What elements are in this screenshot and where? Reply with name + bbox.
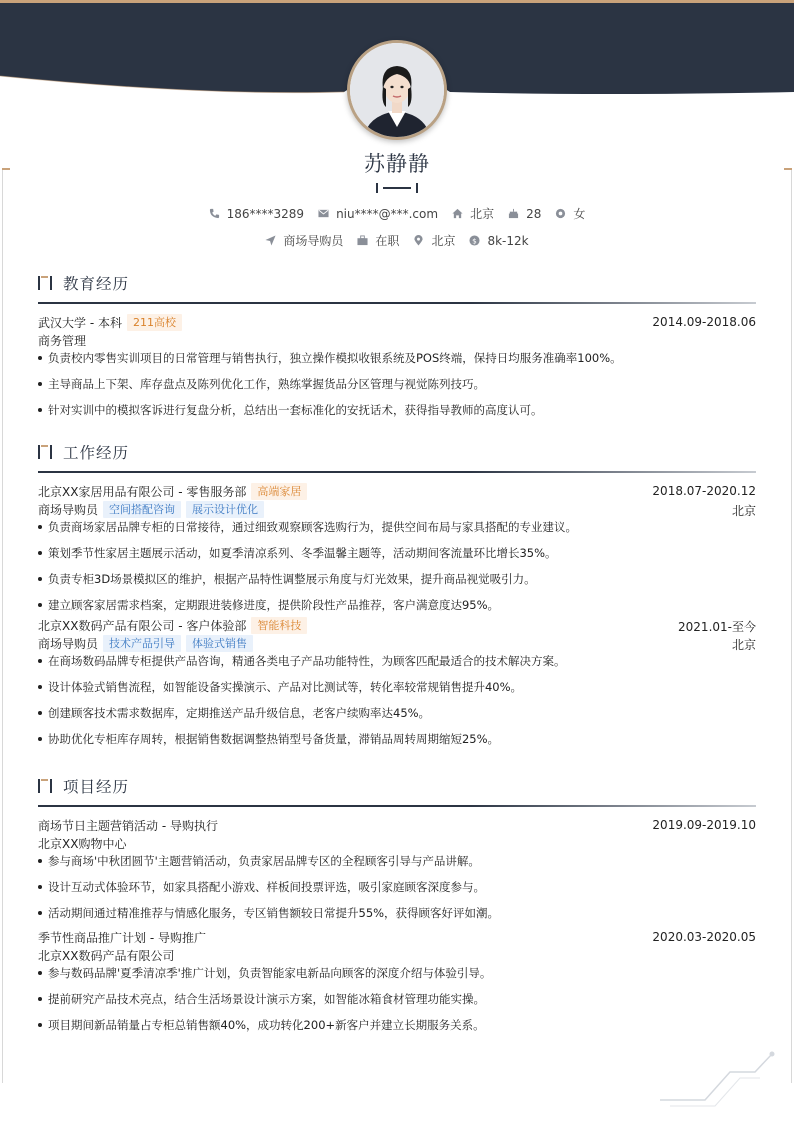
work-entry-header <box>38 482 756 500</box>
home-item <box>452 205 494 222</box>
section-mark-icon <box>38 779 54 793</box>
skill-tag: 空间搭配咨询 <box>103 501 181 518</box>
email-text: niu****@***.com <box>336 206 439 221</box>
work-bullets <box>38 652 756 756</box>
school-tag: 211高校 <box>127 314 182 331</box>
gender-text: 女 <box>573 207 586 221</box>
cake-icon <box>508 208 519 219</box>
role: 商场导购员 <box>38 636 99 651</box>
status-item <box>357 232 399 249</box>
mail-icon <box>318 208 329 219</box>
position-item <box>265 232 343 249</box>
left-border-line <box>2 168 3 1083</box>
list-item: 主导商品上下架、库存盘点及陈列优化工作，熟练掌握货品分区管理与视觉陈列技巧。 <box>38 375 756 401</box>
phone-item <box>209 207 304 221</box>
work-section <box>38 441 756 756</box>
section-divider <box>38 471 756 473</box>
industry-tag: 高端家居 <box>251 483 307 500</box>
avatar <box>347 40 447 140</box>
section-title: 项目经历 <box>63 778 130 796</box>
project-name: 商场节日主题营销活动 - 导购执行 <box>38 818 218 833</box>
list-item: 在商场数码品牌专柜提供产品咨询，精通各类电子产品功能特性，为顾客匹配最适合的技术解决方案。 <box>38 652 756 678</box>
gender-icon <box>555 208 566 219</box>
work-location: 北京 <box>731 504 756 518</box>
list-item: 参与商场'中秋团圆节'主题营销活动，负责家居品牌专区的全程顾客引导与产品讲解。 <box>38 852 756 878</box>
name-divider <box>376 183 418 193</box>
contact-row <box>0 205 794 222</box>
education-section <box>38 272 756 427</box>
phone-icon <box>209 208 220 219</box>
education-bullets <box>38 349 756 427</box>
work-date: 2021.01-至今 <box>678 620 756 634</box>
skill-tag: 体验式销售 <box>186 635 253 652</box>
section-mark-icon <box>38 276 54 290</box>
role-row <box>38 634 756 652</box>
list-item: 提前研究产品技术亮点，结合生活场景设计演示方案，如智能冰箱食材管理功能实操。 <box>38 990 756 1016</box>
projects-section <box>38 775 756 1042</box>
project-name: 季节性商品推广计划 - 导购推广 <box>38 930 206 945</box>
project-bullets <box>38 852 756 922</box>
role: 商场导购员 <box>38 502 99 517</box>
work-location: 北京 <box>731 638 756 652</box>
project-bullets <box>38 964 756 1042</box>
right-border-line <box>791 168 792 1083</box>
section-divider <box>38 805 756 807</box>
project-date: 2020.03-2020.05 <box>652 930 756 944</box>
school-name: 武汉大学 - 本科 <box>38 315 122 330</box>
email-item <box>318 207 438 221</box>
list-item: 设计体验式销售流程，如智能设备实操演示、产品对比测试等，转化率较常规销售提升40%。 <box>38 678 756 704</box>
list-item: 创建顾客技术需求数据库，定期推送产品升级信息，老客户续购率达45%。 <box>38 704 756 730</box>
project-org-row <box>38 834 756 852</box>
list-item: 项目期间新品销量占专柜总销售额40%，成功转化200+新客户并建立长期服务关系。 <box>38 1016 756 1042</box>
project-entry-header <box>38 928 756 946</box>
money-icon <box>469 235 480 246</box>
city-text: 北京 <box>431 234 456 248</box>
industry-tag: 智能科技 <box>251 617 307 634</box>
section-header <box>38 775 756 797</box>
age-text: 28 <box>526 206 542 221</box>
briefcase-icon <box>357 235 368 246</box>
work-date: 2018.07-2020.12 <box>652 484 756 498</box>
list-item: 设计互动式体验环节，如家具搭配小游戏、样板间投票评选，吸引家庭顾客深度参与。 <box>38 878 756 904</box>
work-entry-header <box>38 616 756 634</box>
salary-text: 8k-12k <box>487 233 529 248</box>
section-header <box>38 272 756 294</box>
job-intent-row <box>0 232 794 249</box>
home-icon <box>452 208 463 219</box>
section-divider <box>38 302 756 304</box>
gender-item <box>555 205 585 222</box>
section-title: 工作经历 <box>63 444 130 462</box>
status-text: 在职 <box>375 234 400 248</box>
position-text: 商场导购员 <box>283 234 344 248</box>
salary-item <box>469 234 528 248</box>
skill-tag: 展示设计优化 <box>186 501 264 518</box>
section-header <box>38 441 756 463</box>
list-item: 负责商场家居品牌专柜的日常接待，通过细致观察顾客选购行为，提供空间布局与家具搭配的专业建议。 <box>38 518 756 544</box>
home-text: 北京 <box>470 207 495 221</box>
phone-text: 186****3289 <box>226 206 305 221</box>
list-item: 参与数码品牌'夏季清凉季'推广计划，负责智能家电新品向顾客的深度介绍与体验引导。 <box>38 964 756 990</box>
major-row <box>38 331 756 349</box>
project-org: 北京XX购物中心 <box>38 836 127 851</box>
list-item: 协助优化专柜库存周转，根据销售数据调整热销型号备货量，滞销品周转周期缩短25%。 <box>38 730 756 756</box>
candidate-name: 苏静静 <box>364 152 430 176</box>
list-item: 针对实训中的模拟客诉进行复盘分析，总结出一套标准化的安抚话术，获得指导教师的高度认可。 <box>38 401 756 427</box>
list-item: 负责专柜3D场景模拟区的维护，根据产品特性调整展示角度与灯光效果，提升商品视觉吸引力。 <box>38 570 756 596</box>
list-item: 活动期间通过精准推荐与情感化服务，专区销售额较日常提升55%，获得顾客好评如潮。 <box>38 904 756 922</box>
education-entry-header <box>38 313 756 331</box>
skill-tag: 技术产品引导 <box>103 635 181 652</box>
company-name: 北京XX数码产品有限公司 - 客户体验部 <box>38 618 247 633</box>
company-name: 北京XX家居用品有限公司 - 零售服务部 <box>38 484 247 499</box>
list-item: 建立顾客家居需求档案，定期跟进装修进度，提供阶段性产品推荐，客户满意度达95%。 <box>38 596 756 614</box>
project-date: 2019.09-2019.10 <box>652 818 756 832</box>
send-icon <box>265 235 276 246</box>
svg-text:$: $ <box>472 236 478 246</box>
list-item: 策划季节性家居主题展示活动，如夏季清凉系列、冬季温馨主题等，活动期间客流量环比增长35%。 <box>38 544 756 570</box>
city-item <box>413 232 455 249</box>
project-org-row <box>38 946 756 964</box>
age-item <box>508 207 541 221</box>
project-entry-header <box>38 816 756 834</box>
list-item: 负责校内零售实训项目的日常管理与销售执行，独立操作模拟收银系统及POS终端，保持日均服务准确率100%。 <box>38 349 756 375</box>
section-mark-icon <box>38 445 54 459</box>
major: 商务管理 <box>38 333 87 348</box>
education-date: 2014.09-2018.06 <box>652 315 756 329</box>
location-icon <box>413 235 424 246</box>
corner-decoration <box>660 1048 780 1108</box>
section-title: 教育经历 <box>63 275 130 293</box>
project-org: 北京XX数码产品有限公司 <box>38 948 175 963</box>
work-bullets <box>38 518 756 614</box>
role-row <box>38 500 756 518</box>
